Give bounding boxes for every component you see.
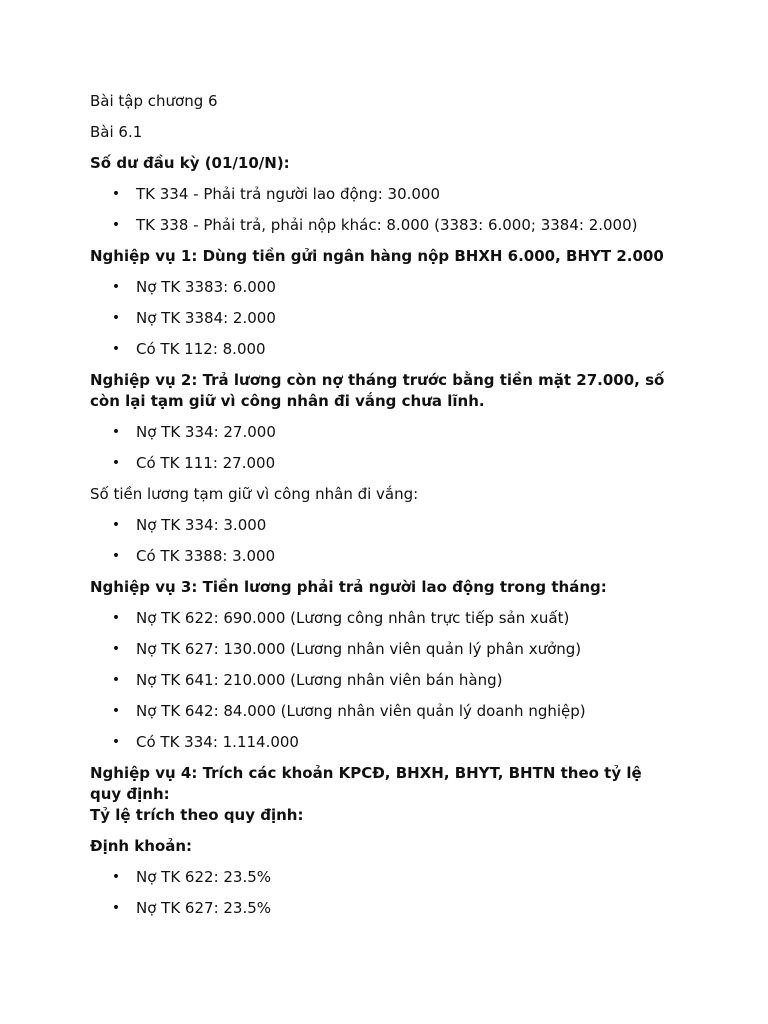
list-item — [90, 639, 678, 660]
bullet-icon: • — [111, 548, 121, 564]
list-item-text: Nợ TK 334: 27.000 — [136, 423, 276, 441]
operation-4-heading-line-1: Nghiệp vụ 4: Trích các khoản KPCĐ, BHXH, BHYT, BHTN theo tỷ lệ — [90, 764, 642, 782]
list-item-text: Có TK 3388: 3.000 — [136, 547, 276, 565]
list-item-text: TK 334 - Phải trả người lao động: 30.000 — [136, 185, 441, 203]
list-item — [90, 546, 678, 567]
list-item — [90, 453, 678, 474]
list-item-text: TK 338 - Phải trả, phải nộp khác: 8.000 (3383: 6.000; 3384: 2.000) — [136, 216, 638, 234]
list-item — [90, 867, 678, 888]
list-item — [90, 308, 678, 329]
list-item-text: Nợ TK 627: 130.000 (Lương nhân viên quản lý phân xưởng) — [136, 640, 582, 658]
list-item — [90, 277, 678, 298]
bullet-icon: • — [111, 672, 121, 688]
bullet-icon: • — [111, 703, 121, 719]
bullet-icon: • — [111, 341, 121, 357]
bullet-icon: • — [111, 641, 121, 657]
list-item-text: Có TK 334: 1.114.000 — [136, 733, 299, 751]
list-item — [90, 898, 678, 919]
list-item — [90, 184, 678, 205]
bullet-icon: • — [111, 610, 121, 626]
operation-3-list — [90, 608, 678, 753]
bullet-icon: • — [111, 279, 121, 295]
bullet-icon: • — [111, 734, 121, 750]
opening-balance-heading: Số dư đầu kỳ (01/10/N): — [90, 154, 290, 172]
operation-3-heading: Nghiệp vụ 3: Tiền lương phải trả người lao động trong tháng: — [90, 578, 607, 596]
operation-2-heading-line-1: Nghiệp vụ 2: Trả lương còn nợ tháng trước bằng tiền mặt 27.000, số — [90, 371, 665, 389]
withheld-salary-note: Số tiền lương tạm giữ vì công nhân đi vắng: — [90, 485, 419, 503]
bullet-icon: • — [111, 869, 121, 885]
bullet-icon: • — [111, 424, 121, 440]
list-item-text: Nợ TK 622: 690.000 (Lương công nhân trực tiếp sản xuất) — [136, 609, 570, 627]
operation-4-list — [90, 867, 678, 919]
list-item — [90, 515, 678, 536]
bullet-icon: • — [111, 217, 121, 233]
list-item-text: Nợ TK 627: 23.5% — [136, 899, 272, 917]
list-item — [90, 215, 678, 236]
operation-1-list — [90, 277, 678, 360]
operation-1-heading: Nghiệp vụ 1: Dùng tiền gửi ngân hàng nộp BHXH 6.000, BHYT 2.000 — [90, 247, 664, 265]
operation-4-heading-line-2: quy định: — [90, 785, 170, 803]
list-item-text: Nợ TK 334: 3.000 — [136, 516, 267, 534]
bullet-icon: • — [111, 900, 121, 916]
list-item-text: Nợ TK 622: 23.5% — [136, 868, 272, 886]
opening-balance-list — [90, 184, 678, 236]
withheld-salary-list — [90, 515, 678, 567]
document-title: Bài tập chương 6 — [90, 92, 218, 110]
operation-2-list — [90, 422, 678, 474]
bullet-icon: • — [111, 455, 121, 471]
rate-heading: Tỷ lệ trích theo quy định: — [90, 806, 304, 824]
exercise-number: Bài 6.1 — [90, 123, 143, 141]
list-item-text: Nợ TK 3383: 6.000 — [136, 278, 276, 296]
operation-2-heading-line-2: còn lại tạm giữ vì công nhân đi vắng chưa lĩnh. — [90, 392, 485, 410]
list-item-text: Nợ TK 642: 84.000 (Lương nhân viên quản lý doanh nghiệp) — [136, 702, 586, 720]
list-item-text: Có TK 111: 27.000 — [136, 454, 276, 472]
entry-heading: Định khoản: — [90, 837, 193, 855]
list-item-text: Nợ TK 3384: 2.000 — [136, 309, 276, 327]
bullet-icon: • — [111, 186, 121, 202]
list-item — [90, 339, 678, 360]
list-item — [90, 732, 678, 753]
bullet-icon: • — [111, 310, 121, 326]
list-item — [90, 701, 678, 722]
bullet-icon: • — [111, 517, 121, 533]
list-item — [90, 422, 678, 443]
list-item-text: Nợ TK 641: 210.000 (Lương nhân viên bán hàng) — [136, 671, 503, 689]
list-item — [90, 608, 678, 629]
list-item — [90, 670, 678, 691]
list-item-text: Có TK 112: 8.000 — [136, 340, 266, 358]
